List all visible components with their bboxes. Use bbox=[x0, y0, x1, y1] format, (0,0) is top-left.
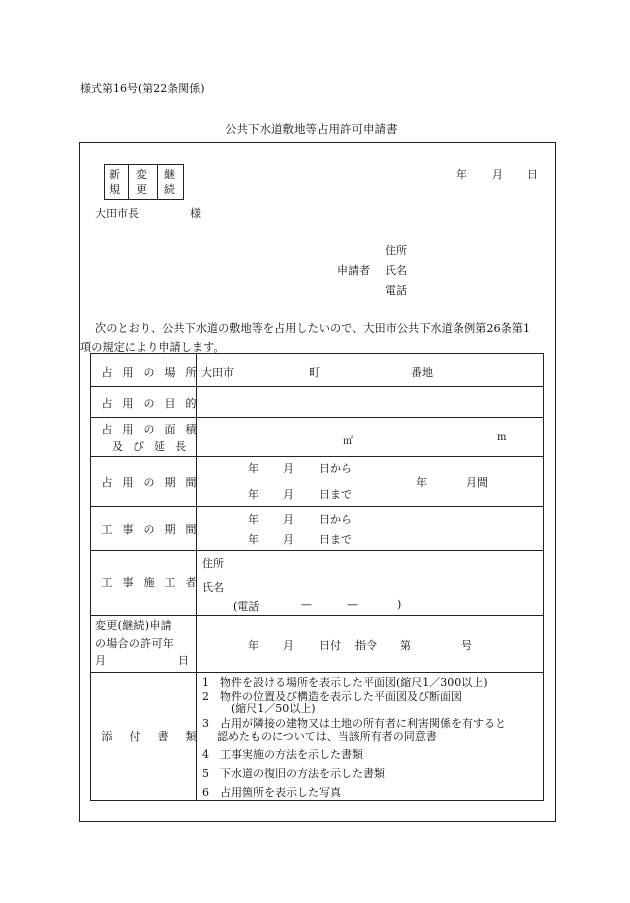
label-construction: 工事の期間 bbox=[101, 523, 207, 536]
label-contractor: 工事施工者 bbox=[101, 576, 207, 589]
length-unit: m bbox=[497, 432, 507, 443]
period-from-month: 月 bbox=[283, 462, 294, 475]
contractor-phone-dash-1: — bbox=[301, 598, 312, 611]
label-period: 占用の期間 bbox=[101, 476, 207, 489]
period-to-month: 月 bbox=[283, 488, 294, 501]
addressee-honorific: 様 bbox=[190, 207, 201, 220]
date-day: 日 bbox=[527, 168, 538, 181]
location-lot: 番地 bbox=[411, 366, 433, 379]
type-continue[interactable]: 継 続 bbox=[164, 168, 175, 196]
construction-to-month: 月 bbox=[283, 533, 294, 546]
construction-to-label: 日まで bbox=[319, 533, 352, 546]
period-duration-year: 年 bbox=[416, 476, 427, 489]
period-to-label: 日まで bbox=[319, 488, 352, 501]
contractor-address-label: 住所 bbox=[202, 557, 224, 570]
attachment-3-cont: 認めたものについては、当該所有者の同意書 bbox=[217, 730, 437, 743]
label-purpose: 占用の目的 bbox=[101, 397, 207, 410]
type-change[interactable]: 変 更 bbox=[136, 168, 147, 196]
type-new[interactable]: 新 規 bbox=[109, 168, 120, 196]
addressee-name: 大田市長 bbox=[95, 207, 139, 220]
applicant-phone-label: 電話 bbox=[385, 284, 407, 297]
contractor-phone-close: ) bbox=[397, 598, 402, 611]
label-location: 占用の場所 bbox=[101, 366, 207, 379]
permit-month: 月 bbox=[283, 639, 294, 652]
location-city: 大田市 bbox=[201, 366, 234, 379]
applicant-role-label: 申請者 bbox=[337, 264, 370, 277]
intro-line-1: 次のとおり、公共下水道の敷地等を占用したいので、大田市公共下水道条例第26条第1 bbox=[95, 322, 531, 335]
details-table bbox=[90, 353, 544, 801]
label-prior-permit: 変更(継続)申請 の場合の許可年 月 日 bbox=[95, 619, 189, 667]
attachment-5: 5 下水道の復旧の方法を示した書類 bbox=[202, 767, 385, 780]
applicant-name-label: 氏名 bbox=[385, 264, 407, 277]
contractor-phone-dash-2: — bbox=[347, 598, 358, 611]
application-type-box bbox=[104, 164, 184, 200]
contractor-name-label: 氏名 bbox=[202, 581, 224, 594]
construction-from-label: 日から bbox=[319, 513, 352, 526]
attachment-4: 4 工事実施の方法を示した書類 bbox=[202, 748, 363, 761]
applicant-address-label: 住所 bbox=[385, 244, 407, 257]
attachment-2-scale: (縮尺1／50以上) bbox=[231, 702, 316, 715]
attachment-1: 1 物件を設ける場所を表示した平面図(縮尺1／300以上) bbox=[202, 676, 488, 689]
permit-go: 号 bbox=[461, 639, 472, 652]
period-from-year: 年 bbox=[248, 462, 259, 475]
label-area: 占用の面積 及び延長 bbox=[101, 423, 207, 453]
contractor-phone-open: (電話 bbox=[233, 600, 260, 613]
permit-year: 年 bbox=[248, 639, 259, 652]
page-title: 公共下水道敷地等占用許可申請書 bbox=[225, 122, 398, 136]
permit-directive: 指令 bbox=[355, 639, 377, 652]
construction-from-year: 年 bbox=[248, 513, 259, 526]
period-duration-month: 月間 bbox=[466, 476, 488, 489]
attachment-3: 3 占用が隣接の建物又は土地の所有者に利害関係を有すると bbox=[202, 717, 506, 730]
label-attachments: 添付書類 bbox=[101, 730, 214, 743]
location-town: 町 bbox=[309, 366, 320, 379]
date-year: 年 bbox=[456, 168, 467, 181]
period-to-year: 年 bbox=[248, 488, 259, 501]
attachment-2: 2 物件の位置及び構造を表示した平面図及び断面図 bbox=[202, 690, 462, 703]
construction-from-month: 月 bbox=[283, 513, 294, 526]
period-from-label: 日から bbox=[319, 462, 352, 475]
construction-to-year: 年 bbox=[248, 533, 259, 546]
intro-line-2: 項の規定により申請します。 bbox=[80, 341, 225, 354]
permit-date: 日付 bbox=[319, 639, 341, 652]
attachment-6: 6 占用箇所を表示した写真 bbox=[202, 786, 341, 799]
area-unit: ㎡ bbox=[343, 436, 353, 447]
permit-dai: 第 bbox=[400, 639, 411, 652]
date-month: 月 bbox=[492, 168, 503, 181]
form-number: 様式第16号(第22条関係) bbox=[80, 82, 205, 95]
